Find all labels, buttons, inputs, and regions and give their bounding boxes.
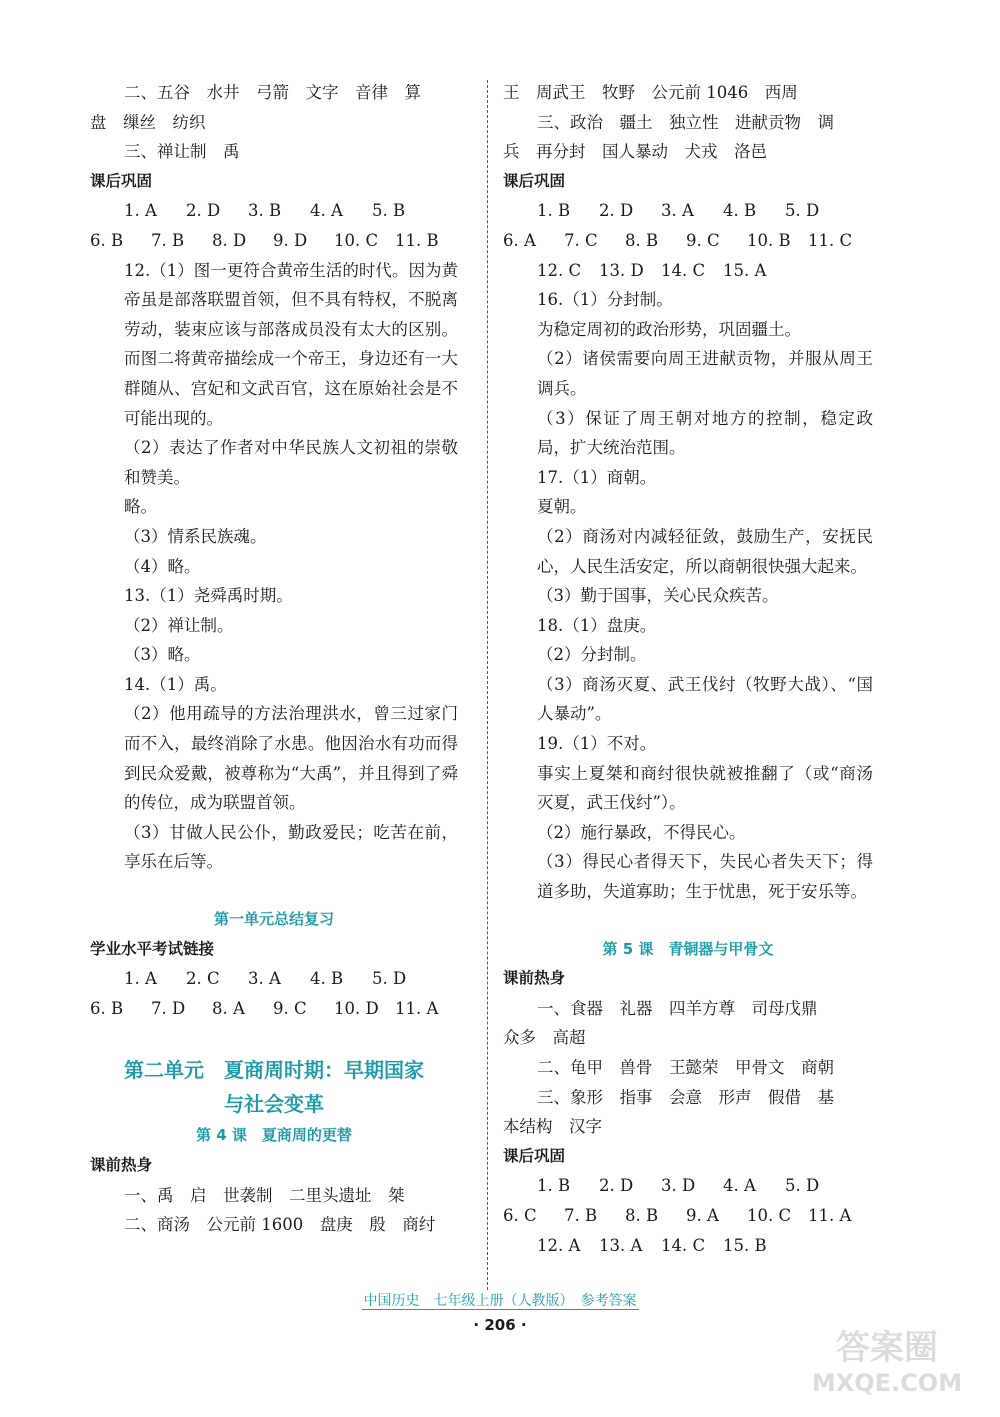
answer-line: 夏朝。 — [537, 497, 587, 517]
answer-line: 三、禅让制 禹 — [124, 142, 240, 162]
section-heading: 课前热身 — [90, 1156, 153, 1174]
section-heading: 课前热身 — [503, 969, 566, 988]
answer-line: 兵 再分封 国人暴动 犬戎 洛邑 — [503, 142, 767, 162]
answer-item: 2. D — [599, 201, 634, 221]
answer-item: 4. A — [723, 1176, 756, 1196]
answer-item: 4. A — [310, 201, 343, 221]
answer-item: 2. D — [599, 1176, 634, 1196]
watermark-logo — [802, 1319, 972, 1399]
answer-item: 6. C — [503, 1205, 537, 1225]
answer-paragraph: （2）表达了作者对中华民族人文初祖的崇敬和赞美。 — [124, 438, 458, 487]
answer-item: 5. B — [372, 201, 406, 221]
answer-item: 9. C — [273, 998, 307, 1018]
answer-paragraph: （2）他用疏导的方法治理洪水，曾三过家门而不入，最终消除了水患。他因治水有功而得到民众爱戴，被尊称为“大禹”，并且得到了舜的传位，成为联盟首领。 — [124, 704, 458, 813]
answer-row — [503, 226, 873, 256]
lesson-title: 第 4 课 夏商周的更替 — [196, 1126, 352, 1145]
left-column — [90, 78, 458, 1240]
answer-line: 盘 缫丝 纺织 — [90, 112, 206, 132]
answer-line: 19.（1）不对。 — [537, 734, 657, 754]
lesson-title: 第 5 课 青铜器与甲骨文 — [602, 939, 774, 958]
answer-item: 6. B — [90, 998, 124, 1018]
footer-subtitle-text: 中国历史 七年级上册（人教版） 参考答案 — [363, 1293, 637, 1309]
answer-item: 7. D — [151, 998, 186, 1018]
section-heading: 课后巩固 — [90, 171, 153, 190]
answer-item: 8. D — [212, 230, 247, 250]
answer-line: 一、食器 礼器 四羊方尊 司母戊鼎 — [537, 998, 818, 1018]
svg-text:答案圈: 答案圈 — [836, 1328, 938, 1368]
answer-item: 1. A — [124, 201, 157, 221]
answer-item: 15. B — [723, 1235, 767, 1255]
column-divider — [487, 80, 488, 1290]
answer-line: （2）禅让制。 — [124, 615, 234, 635]
answer-line: 13.（1）尧舜禹时期。 — [124, 586, 293, 606]
answer-item: 9. D — [273, 230, 308, 250]
answer-item: 12. C — [537, 260, 582, 280]
answer-line: 二、商汤 公元前 1600 盘庚 殷 商纣 — [124, 1215, 436, 1235]
answer-item: 5. D — [785, 1176, 820, 1196]
answer-line: 本结构 汉字 — [503, 1117, 602, 1137]
answer-row — [90, 994, 458, 1024]
answer-line: （3）勤于国事，关心民众疾苦。 — [537, 586, 779, 606]
answer-line: 18.（1）盘庚。 — [537, 615, 657, 635]
footer-subtitle — [0, 1290, 1000, 1310]
answer-line: 众多 高超 — [503, 1028, 586, 1048]
answer-item: 7. B — [564, 1205, 598, 1225]
answer-item: 11. A — [395, 998, 439, 1018]
answer-line: 一、禹 启 世袭制 二里头遗址 桀 — [124, 1185, 405, 1205]
section-heading: 课后巩固 — [503, 1146, 566, 1165]
answer-item: 10. D — [334, 998, 379, 1018]
answer-item: 1. B — [537, 1176, 571, 1196]
answer-line: 略。 — [124, 497, 157, 517]
answer-line: （3）略。 — [124, 645, 201, 665]
answer-line: （3）情系民族魂。 — [124, 526, 267, 546]
answer-row — [90, 196, 458, 226]
answer-item: 10. C — [747, 1205, 792, 1225]
answer-item: 12. A — [537, 1235, 581, 1255]
answer-item: 1. B — [537, 201, 571, 221]
answer-item: 8. A — [212, 998, 245, 1018]
answer-item: 11. C — [808, 230, 853, 250]
answer-item: 3. A — [248, 969, 281, 989]
answer-paragraph: （2）商汤对内减轻征敛，鼓励生产，安抚民心，人民生活安定，所以商朝很快强大起来。 — [537, 526, 873, 576]
lesson-title: 第一单元总结复习 — [213, 910, 334, 929]
answer-line: （2）施行暴政，不得民心。 — [537, 822, 746, 842]
answer-line: 17.（1）商朝。 — [537, 467, 657, 487]
answer-line: 为稳定周初的政治形势，巩固疆土。 — [537, 319, 801, 339]
answer-line: 二、龟甲 兽骨 王懿荣 甲骨文 商朝 — [537, 1058, 834, 1077]
answer-item: 7. B — [151, 230, 185, 250]
answer-paragraph: （2）诸侯需要向周王进献贡物，并服从周王调兵。 — [537, 349, 873, 398]
answer-row — [90, 226, 458, 256]
page-number: · 206 · — [473, 1316, 527, 1334]
answer-item: 2. C — [186, 969, 220, 989]
answer-item: 14. C — [661, 260, 706, 280]
answer-item: 6. A — [503, 230, 536, 250]
answer-row — [503, 1231, 873, 1261]
section-heading: 课后巩固 — [503, 171, 566, 190]
answer-item: 9. A — [686, 1205, 719, 1225]
answer-paragraph: （3）保证了周王朝对地方的控制，稳定政局，扩大统治范围。 — [537, 408, 873, 458]
answer-row — [503, 1201, 873, 1231]
unit-title: 第二单元 夏商周时期：早期国家 — [124, 1058, 424, 1083]
answer-paragraph: 事实上夏桀和商纣很快就被推翻了（或“商汤灭夏，武王伐纣”）。 — [537, 763, 873, 813]
answer-item: 3. D — [661, 1176, 696, 1196]
answer-line: 王 周武王 牧野 公元前 1046 西周 — [503, 83, 798, 102]
right-column — [503, 78, 873, 1260]
answer-paragraph: （3）甘做人民公仆，勤政爱民；吃苦在前，享乐在后等。 — [124, 822, 458, 872]
answer-item: 13. A — [599, 1235, 643, 1255]
answer-row — [503, 1171, 873, 1201]
answer-item: 15. A — [723, 260, 767, 280]
answer-line: 三、政治 疆土 独立性 进献贡物 调 — [537, 112, 834, 132]
unit-title: 与社会变革 — [224, 1092, 324, 1117]
answer-row — [503, 256, 873, 286]
answer-line: （4）略。 — [124, 556, 201, 576]
answer-item: 9. C — [686, 230, 720, 250]
section-heading: 学业水平考试链接 — [90, 939, 215, 958]
answer-line: 三、象形 指事 会意 形声 假借 基 — [537, 1087, 834, 1107]
answer-item: 2. D — [186, 201, 221, 221]
answer-item: 11. B — [395, 230, 439, 250]
answer-item: 7. C — [564, 230, 598, 250]
answer-paragraph: （3）商汤灭夏、武王伐纣（牧野大战）、“国人暴动”。 — [537, 674, 873, 724]
answer-item: 4. B — [723, 201, 757, 221]
answer-item: 4. B — [310, 969, 344, 989]
answer-line: 16.（1）分封制。 — [537, 290, 673, 310]
answer-item: 3. A — [661, 201, 694, 221]
answer-item: 5. D — [372, 969, 407, 989]
answer-item: 5. D — [785, 201, 820, 221]
answer-line: 二、五谷 水井 弓箭 文字 音律 算 — [124, 83, 421, 102]
answer-paragraph: 12.（1）图一更符合黄帝生活的时代。因为黄帝虽是部落联盟首领，但不具有特权，不脱离劳动，装束应该与部落成员没有太大的区别。而图二将黄帝描绘成一个帝王，身边还有一大群随从、宫妃和文武百官，这在原始社会是不可能出现的。 — [124, 260, 458, 428]
answer-item: 6. B — [90, 230, 124, 250]
answer-row — [503, 196, 873, 226]
answer-item: 11. A — [808, 1205, 852, 1225]
answer-item: 10. B — [747, 230, 791, 250]
answer-item: 8. B — [625, 1205, 659, 1225]
answer-row — [90, 964, 458, 994]
answer-item: 13. D — [599, 260, 644, 280]
answer-line: （2）分封制。 — [537, 645, 647, 665]
answer-item: 14. C — [661, 1235, 706, 1255]
answer-line: 14.（1）禹。 — [124, 674, 227, 694]
answer-item: 3. B — [248, 201, 282, 221]
answer-item: 1. A — [124, 969, 157, 989]
answer-item: 10. C — [334, 230, 379, 250]
answer-item: 8. B — [625, 230, 659, 250]
answer-paragraph: （3）得民心者得天下，失民心者失天下；得道多助，失道寡助；生于忧患，死于安乐等。 — [537, 852, 873, 902]
svg-text:MXQE.COM: MXQE.COM — [811, 1369, 963, 1397]
